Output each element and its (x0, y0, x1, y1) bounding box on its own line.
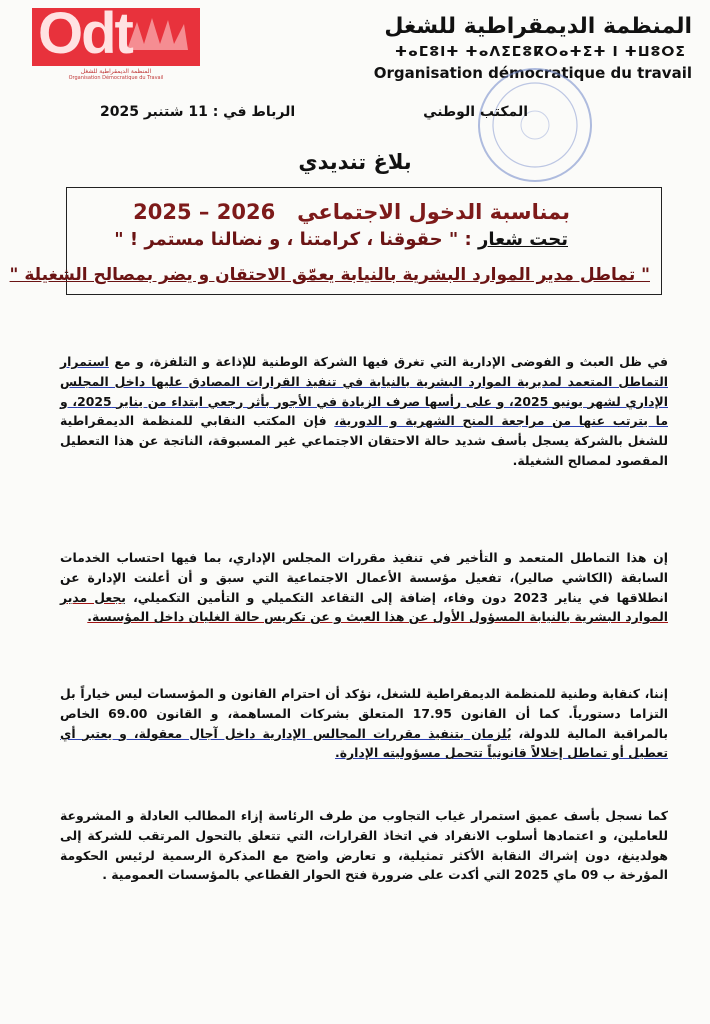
paragraph-3 (60, 684, 668, 763)
org-name-arabic: المنظمة الديمقراطية للشغل (384, 14, 692, 39)
occasion-prefix: بمناسبة (489, 200, 570, 224)
paragraph-3-text-a: إننا، كنقابة وطنية للمنظمة الديمقراطية للشغل، نؤكد أن احترام القانون و المؤسسات ليس خياراً بل التزاما دستورياً. كما أن القانون 17.95 المتعلق بشركات المساهمة، و القانون 69.00 الخاص بالمراقبة المالية للدولة، (60, 686, 669, 741)
occasion-line (133, 200, 570, 224)
document-title: بلاغ تنديدي (298, 150, 412, 174)
issue-date: الرباط في : 11 شتنبر 2025 (100, 104, 296, 120)
paragraph-3-text-b: يُلزمان بتنفيذ مقررات المجالس الإدارية داخل آجال معقولة، و يعتبر أي تعطيل أو تماطل إخلالاً قانونياً تتحمل مسؤوليته الإدارة. (60, 725, 668, 761)
paragraph-1-text-a: في ظل العبث و الفوضى الإدارية التي تغرق فيها الشركة الوطنية للإذاعة و التلفزة، و مع (108, 354, 668, 369)
raised-hands-icon (122, 14, 192, 54)
slogan-line (114, 229, 568, 250)
logo-subtitle-ar: المنظمة الديمقراطية للشغل (80, 68, 152, 75)
paragraph-2 (60, 548, 668, 627)
headline-statement: " تماطل مدير الموارد البشرية بالنيابة يعمّق الاحتقان و يضر بمصالح الشغيلة " (9, 265, 650, 285)
occasion-years: 2025 – 2026 (133, 200, 276, 224)
paragraph-4 (60, 806, 668, 885)
occasion-event: الدخول الاجتماعي (297, 200, 483, 224)
odt-logo-text: Odt (38, 8, 132, 66)
slogan-text: : " حقوقنا ، كرامتنا ، و نضالنا مستمر ! " (114, 229, 472, 250)
national-bureau-label: المكتب الوطني (423, 104, 528, 120)
paragraph-1-text-b: استمرار التماطل المتعمد لمديرية الموارد البشرية بالنيابة في تنفيذ القرارات المصادق عليها داخل المجلس الإداري لشهر يونيو 2025، و على رأسها صرف الزيادة في الأجور بأثر رجعي ابتداء من يناير 2025، و ما يترتب عنها من مراجعة المنح الشهرية و الدورية، (60, 354, 668, 429)
logo-subtitle-fr: Organisation Démocratique du Travail (68, 75, 164, 81)
odt-logo-banner (32, 8, 200, 66)
paragraph-2-text-b: يجعل مدير الموارد البشرية بالنيابة المسؤول الأول عن هذا العبث و عن تكريس حالة الغليان داخل المؤسسة. (60, 589, 668, 625)
paragraph-2-text-a: إن هذا التماطل المتعمد و التأخير في تنفيذ مقررات المجلس الإداري، بما فيها احتساب الخدمات السابقة (الكاشي صالير)، تفعيل مؤسسة الأعمال الاجتماعية التي سبق و أن أعلنت الإدارة عن انطلاقها في يناير 2023 دون وفاء، إضافة إلى التقاعد التكميلي و التأمين التكميلي، (60, 550, 669, 605)
odt-logo (32, 8, 200, 92)
paragraph-1 (60, 352, 668, 471)
org-name-tifinagh: ⵜⴰⵎⵓⵏⵜ ⵜⴰⴷⵉⵎⵓⴽⵔⴰⵜⵉⵜ ⵏ ⵜⵡⵓⵔⵉ (394, 44, 686, 60)
slogan-lead: تحت شعار (477, 229, 568, 250)
org-name-french: Organisation démocratique du travail (373, 64, 692, 82)
paragraph-4-text: كما نسجل بأسف عميق استمرار غياب التجاوب من طرف الرئاسة إزاء المطالب العادلة و المشروعة للعاملين، و اعتمادها أسلوب الانفراد في اتخاذ القرارات، التي تتعلق بالتحول المرتقب للشركة إلى هولدينغ، دون إشراك النقابة الأكثر تمثيلية، و تعارض واضح مع المذكرة الرسمية لرئيس الحكومة المؤرخة ب 09 ماي 2025 التي أكدت على ضرورة فتح الحوار القطاعي بالمؤسسات العمومية . (60, 808, 668, 883)
paragraph-1-text-c: فإن المكتب النقابي للمنظمة الديمقراطية للشغل بالشركة يسجل بأسف شديد حالة الاحتقان الاجتماعي غير المسبوقة، الناتجة عن هذا التعطيل المقصود لمصالح الشغيلة. (60, 413, 668, 468)
